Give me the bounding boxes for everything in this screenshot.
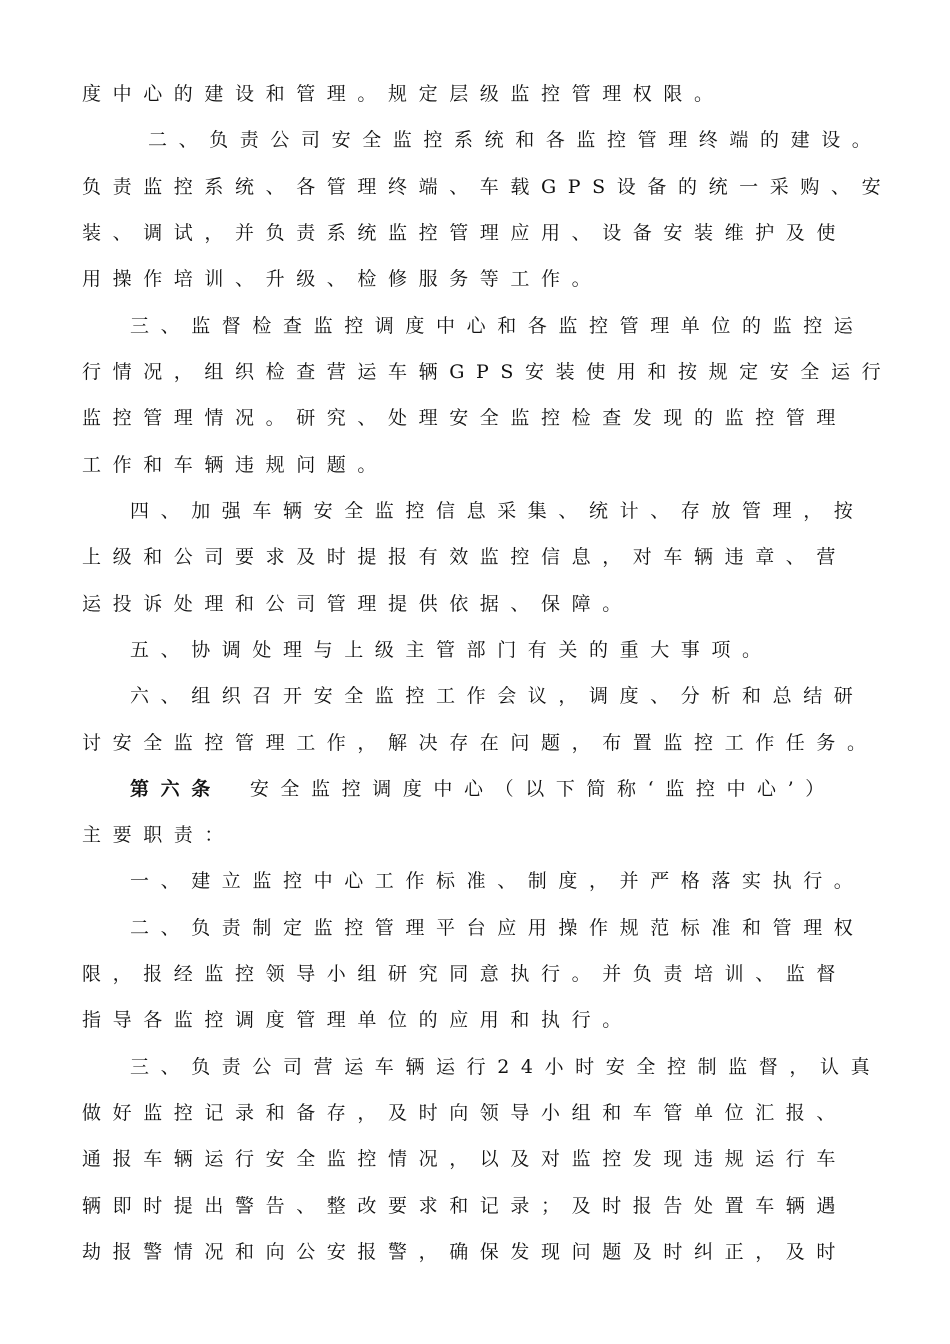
text-line-19: 二、负责制定监控管理平台应用操作规范标准和管理权	[130, 917, 865, 939]
text-line-23: 做好监控记录和备存，及时向领导小组和车管单位汇报、	[82, 1102, 848, 1124]
text-line-12: 运投诉处理和公司管理提供依据、保障。	[82, 593, 633, 615]
text-line-26: 劫报警情况和向公安报警，确保发现问题及时纠正，及时	[82, 1241, 848, 1263]
text-line-10: 四、加强车辆安全监控信息采集、统计、存放管理，按	[130, 500, 865, 522]
article-six-title: 安全监控调度中心（以下简称‘监控中心’）	[249, 778, 836, 800]
text-line-4: 装、调试，并负责系统监控管理应用、设备安装维护及使	[82, 222, 848, 244]
article-label: 第六条	[130, 778, 222, 800]
text-line-3: 负责监控系统、各管理终端、车载GPS设备的统一采购、安	[82, 176, 893, 198]
text-line-8: 监控管理情况。研究、处理安全监控检查发现的监控管理	[82, 407, 848, 429]
text-line-17: 主要职责：	[82, 824, 236, 846]
text-line-13: 五、协调处理与上级主管部门有关的重大事项。	[130, 639, 773, 661]
text-line-5: 用操作培训、升级、检修服务等工作。	[82, 268, 603, 290]
text-line-2: 二、负责公司安全监控系统和各监控管理终端的建设。	[148, 129, 883, 151]
text-line-22: 三、负责公司营运车辆运行24小时安全控制监督，认真	[130, 1056, 882, 1078]
text-line-21: 指导各监控调度管理单位的应用和执行。	[82, 1009, 633, 1031]
text-line-1: 度中心的建设和管理。规定层级监控管理权限。	[82, 83, 725, 105]
text-line-18: 一、建立监控中心工作标准、制度，并严格落实执行。	[130, 870, 865, 892]
text-line-6: 三、监督检查监控调度中心和各监控管理单位的监控运	[130, 315, 865, 337]
text-line-14: 六、组织召开安全监控工作会议，调度、分析和总结研	[130, 685, 865, 707]
text-line-7: 行情况，组织检查营运车辆GPS安装使用和按规定安全运行	[82, 361, 893, 383]
text-line-9: 工作和车辆违规问题。	[82, 454, 389, 476]
text-line-20: 限，报经监控领导小组研究同意执行。并负责培训、监督	[82, 963, 848, 985]
text-line-11: 上级和公司要求及时提报有效监控信息，对车辆违章、营	[82, 546, 848, 568]
text-line-15: 讨安全监控管理工作，解决存在问题，布置监控工作任务。	[82, 732, 878, 754]
text-line-24: 通报车辆运行安全监控情况，以及对监控发现违规运行车	[82, 1148, 848, 1170]
text-line-25: 辆即时提出警告、整改要求和记录；及时报告处置车辆遇	[82, 1195, 848, 1217]
article-six-heading	[130, 777, 920, 801]
